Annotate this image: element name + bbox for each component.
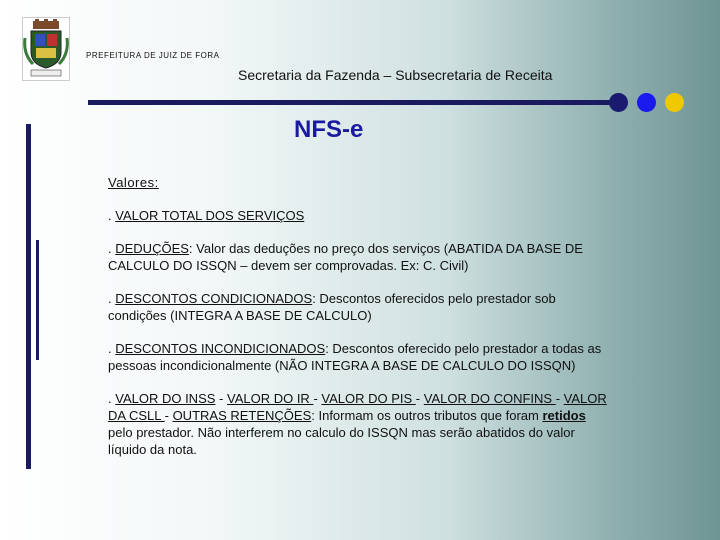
list-item: . VALOR TOTAL DOS SERVIÇOS	[108, 208, 305, 223]
left-vertical-tick	[36, 240, 39, 360]
header-divider	[88, 100, 610, 105]
yellow-dot-icon	[665, 93, 684, 112]
page-title: NFS-e	[294, 116, 364, 143]
left-vertical-bar	[26, 124, 31, 469]
values-heading: Valores:	[108, 175, 159, 190]
list-item: . DESCONTOS CONDICIONADOS: Descontos oferecidos pelo prestador sob condições (INTEGRA A BASE DE CALCULO)	[108, 291, 556, 323]
list-item: . DESCONTOS INCONDICIONADOS: Descontos oferecido pelo prestador a todas as pessoas incondicionalmente (NÃO INTEGRA A BASE DE CALCULO DO ISSQN)	[108, 341, 602, 373]
content-body	[108, 174, 608, 474]
blue-dot-icon	[637, 93, 656, 112]
page-subtitle: Secretaria da Fazenda – Subsecretaria de Receita	[238, 67, 553, 83]
list-item: . DEDUÇÕES: Valor das deduções no preço dos serviços (ABATIDA DA BASE DE CALCULO DO ISSQN – devem ser comprovadas. Ex: C. Civil)	[108, 241, 583, 273]
list-item: . VALOR DO INSS - VALOR DO IR - VALOR DO PIS - VALOR DO CONFINS - VALOR DA CSLL - OUTRAS RETENÇÕES: Informam os outros tributos que foram retidos pelo prestador. Não interferem no calculo do ISSQN mas serão abatidos do valor líquido da nota.	[108, 391, 607, 457]
navy-dot-icon	[609, 93, 628, 112]
org-name: PREFEITURA DE JUIZ DE FORA	[86, 51, 220, 60]
coat-of-arms-icon	[22, 17, 70, 81]
